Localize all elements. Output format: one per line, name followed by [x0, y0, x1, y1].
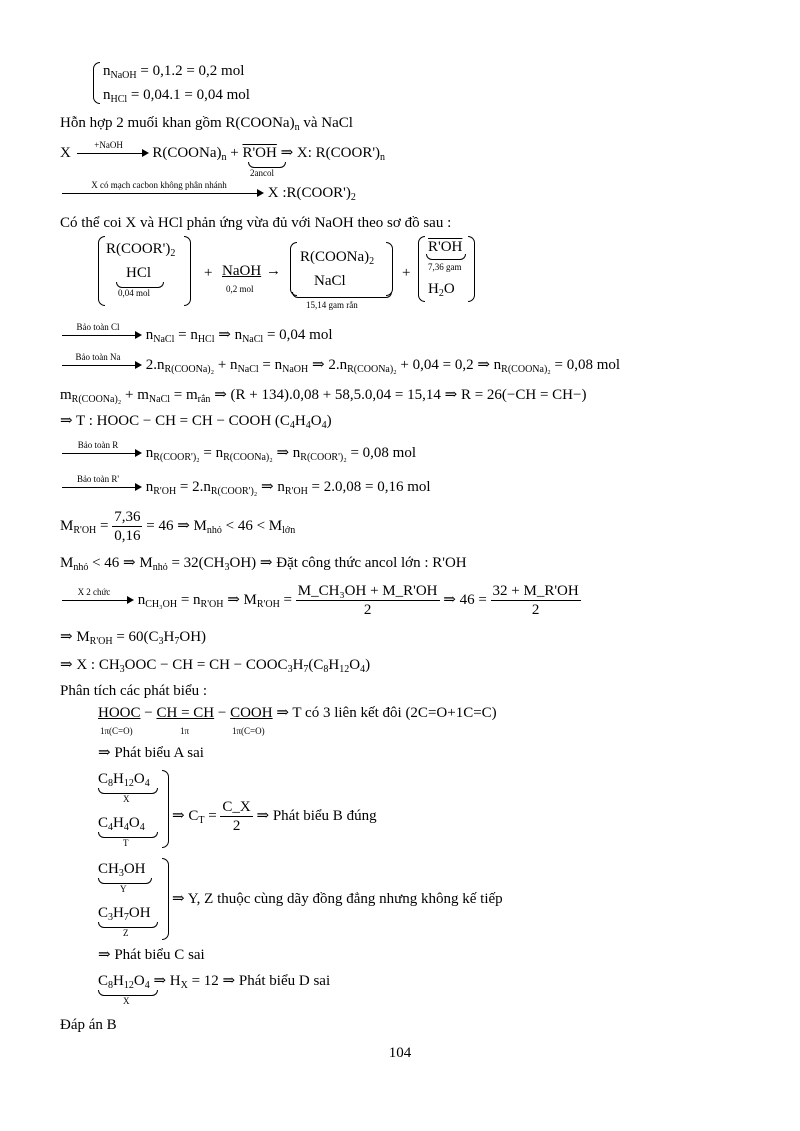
conservation-r: Bảo toàn R $n_{R(COOR')_2} = n_{R(COONa)_2}$ ⇒ $n_{R(COOR')_2} = 0,08$ mol	[60, 444, 416, 462]
scheme-brace-left-close	[184, 236, 191, 306]
system-brace	[93, 62, 100, 104]
label-d: X	[123, 996, 130, 1006]
fraction: $\frac{\text{M\_CH₃OH + M\_R'OH}}{2}$	[297, 583, 438, 618]
statement-yz: ⇒ Y, Z thuộc cùng dãy đồng đẳng nhưng không kế tiếp	[172, 891, 503, 907]
scheme-salt: $R(COONa)_2$	[300, 249, 375, 267]
arrow-r-prime: Bảo toàn R'	[62, 487, 140, 488]
label-t: T	[123, 838, 129, 848]
scheme-hcl-amount: 0,04 mol	[118, 288, 151, 298]
scheme-brace-right	[418, 236, 425, 302]
conservation-cl: Bảo toàn Cl $n_{NaCl} = n_{HCl}$ ⇒ $n_{NaCl} = 0,04$ mol	[60, 326, 332, 344]
mass-balance: $m_{R(COONa)_2} + m_{NaCl} = m_{rắn}$ ⇒ (R + 134).0,08 + 58,5.0,04 = 15,14 ⇒ R = 26(−CH = CH−)	[60, 387, 587, 405]
formula-z: $C_3H_7OH$	[98, 905, 151, 923]
scheme-ester: $R(COOR')_2$	[106, 241, 176, 259]
brace-c	[162, 858, 169, 940]
scheme-alcohol-amount: 7,36 gam	[428, 262, 462, 272]
scheme-plus: +	[204, 265, 213, 281]
statement-d: $C_8H_{12}O_4$ ⇒ $H_X = 12$ ⇒ Phát biểu D sai	[98, 973, 331, 991]
arrow-na: Bảo toàn Na	[62, 365, 140, 366]
fraction: $\frac{32 + M\_R'OH}{2}$	[492, 583, 579, 618]
label-pi-1: 1π(C=O)	[100, 726, 133, 736]
scheme-nacl: NaCl	[314, 273, 346, 289]
conservation-na: Bảo toàn Na $2.n_{R(COONa)_2} + n_{NaCl} = n_{NaOH}$ ⇒ $2.n_{R(COONa)_2} + 0,04 = 0,2$ ⇒ $n_{R(COONa)_2} = 0,08$ mol	[60, 356, 620, 374]
conservation-r-prime: Bảo toàn R' $n_{R'OH} = 2.n_{R(COOR')_2}$ ⇒ $n_{R'OH} = 2.0,08 = 0,16$ mol	[60, 478, 431, 496]
text-line-muoi: Hỗn hợp 2 muối khan gồm $R(COONa)_n$ và NaCl	[60, 115, 353, 133]
scheme-water: $H_2O$	[428, 281, 455, 299]
statement-c: ⇒ Phát biểu C sai	[98, 947, 205, 963]
reaction-arrow: X có mạch cacbon không phân nhánh	[62, 193, 262, 194]
scheme-alcohol: R'OH	[428, 239, 463, 255]
analysis-heading: Phân tích các phát biểu :	[60, 683, 208, 699]
ester-two-functional: X 2 chức $n_{CH_3OH} = n_{R'OH}$ ⇒ $M_{R'OH}$ = $\frac{\text{M\_CH₃OH + M\_R'OH}}{2}$ ⇒ 46 = $\frac{32 + M\_R'OH}{2}$	[60, 582, 581, 619]
arrow-x2: X 2 chức	[62, 600, 132, 601]
equation-naoh: $n_{NaOH} = 0,1.2 = 0,2$ mol	[103, 63, 245, 81]
fraction: $\frac{7,36}{0,16}$	[114, 509, 141, 544]
underbrace-label: 2ancol	[250, 168, 274, 178]
scheme-brace-left	[98, 236, 105, 306]
brace-b	[162, 770, 169, 848]
label-pi-2: 1π	[180, 726, 190, 736]
scheme-naoh-amount: 0,2 mol	[226, 284, 254, 294]
molar-mass-average: $M_{R'OH}$ = $\frac{7,36}{0,16}$ = 46 ⇒ $M_{nhỏ} < 46 < M_{lớn}$	[60, 509, 296, 544]
scheme-solid-amount: 15,14 gam rắn	[306, 300, 358, 310]
arrow-cl: Bảo toàn Cl	[62, 335, 140, 336]
scheme-naoh: NaOH	[222, 263, 262, 279]
label-y: Y	[120, 884, 127, 894]
label-x: X	[123, 794, 130, 804]
label-z: Z	[123, 928, 129, 938]
fraction: $\frac{C\_X}{2}$	[222, 799, 251, 834]
t-formula: ⇒ T : HOOC − CH = CH − COOH $(C_4H_4O_4)$	[60, 413, 332, 431]
scheme-plus2: +	[402, 265, 411, 281]
answer: Đáp án B	[60, 1017, 117, 1033]
molar-mass-large: ⇒ $M_{R'OH} = 60(C_3H_7OH)$	[60, 629, 207, 647]
equation-hcl: $n_{HCl} = 0,04.1 = 0,04$ mol	[103, 87, 250, 105]
label-pi-3: 1π(C=O)	[232, 726, 265, 736]
formula-x: $C_8H_{12}O_4$	[98, 771, 150, 789]
statement-a: ⇒ Phát biểu A sai	[98, 745, 204, 761]
reaction-arrow: +NaOH	[77, 153, 147, 154]
statement-b: ⇒ $C_T$ = $\frac{C\_X}{2}$ ⇒ Phát biểu B đúng	[172, 799, 377, 834]
reaction-line-x: X có mạch cacbon không phân nhánh X $:R(COOR')_2$	[60, 184, 356, 202]
scheme-arrow: →	[266, 263, 281, 279]
page-number: 104	[388, 1045, 412, 1061]
scheme-brace-right-close	[468, 236, 475, 302]
underbrace-solid	[292, 292, 392, 298]
molar-mass-small: $M_{nhỏ} < 46$ ⇒ $M_{nhỏ} = 32(CH_3OH)$ ⇒ Đặt công thức ancol lớn : R'OH	[60, 555, 467, 573]
scheme-brace-mid-close	[386, 242, 393, 296]
t-structure: HOOC − CH = CH − COOH ⇒ T có 3 liên kết đôi (2C=O+1C=C)	[98, 705, 497, 721]
formula-y: $CH_3OH$	[98, 861, 146, 879]
formula-t: $C_4H_4O_4$	[98, 815, 145, 833]
scheme-brace-mid	[290, 242, 297, 296]
reaction-line: X +NaOH $R(COONa)_n + R'OH$ ⇒ X: $R(COOR')_n$	[60, 140, 386, 163]
arrow-r: Bảo toàn R	[62, 453, 140, 454]
scheme-hcl: HCl	[126, 265, 152, 281]
text-line-coi: Có thể coi X và HCl phản ứng vừa đủ với NaOH theo sơ đồ sau :	[60, 215, 452, 231]
x-formula: ⇒ X : $CH_3OOC$ − CH = CH − $COOC_3H_7(C_8H_{12}O_4)$	[60, 657, 371, 675]
underbrace-alcohol	[426, 254, 466, 260]
